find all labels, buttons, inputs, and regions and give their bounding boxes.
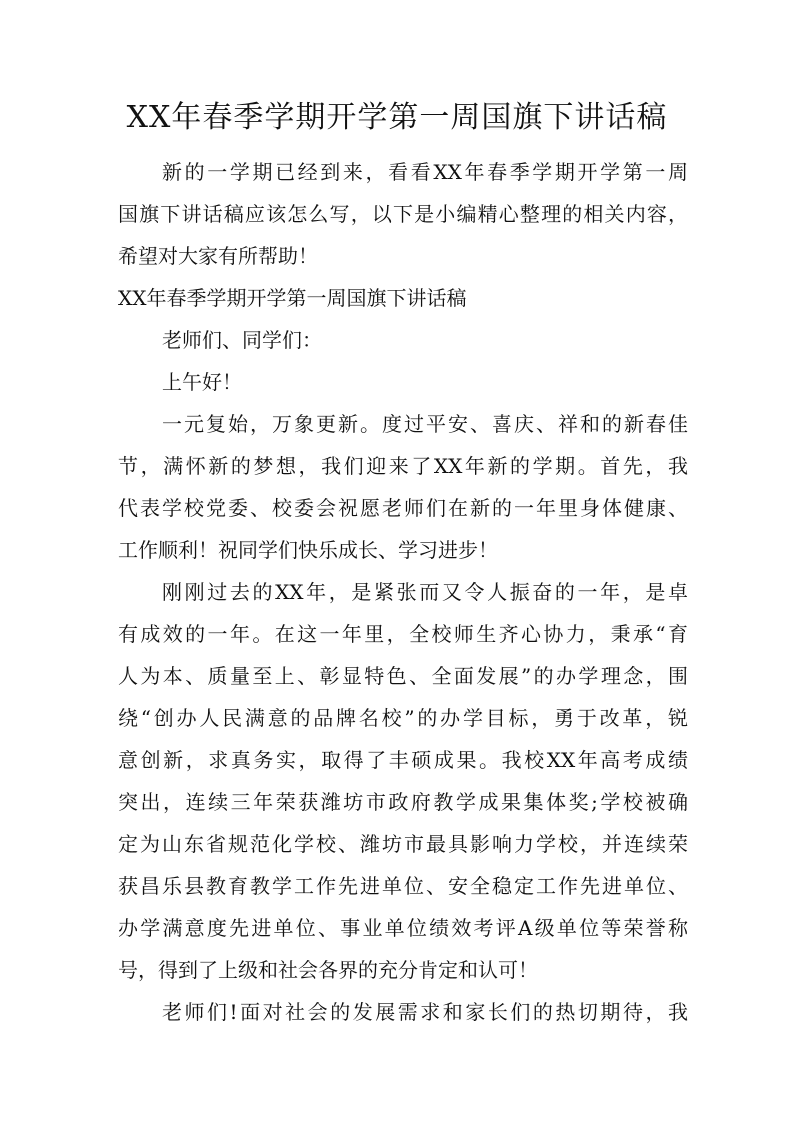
paragraph-line: 办学满意度先进单位、事业单位绩效考评A级单位等荣誉称: [118, 916, 688, 940]
section-heading: XX年春季学期开学第一周国旗下讲话稿: [118, 286, 467, 310]
paragraph-line: 意创新，求真务实，取得了丰硕成果。我校XX年高考成绩: [118, 748, 688, 772]
document-body: [118, 151, 688, 1033]
paragraph-line: 获昌乐县教育教学工作先进单位、安全稳定工作先进单位、: [118, 874, 688, 898]
paragraph-line: 节，满怀新的梦想，我们迎来了XX年新的学期。首先，我: [118, 454, 688, 478]
paragraph-line: 刚刚过去的XX年，是紧张而又令人振奋的一年，是卓: [162, 580, 688, 604]
paragraph-line: 国旗下讲话稿应该怎么写，以下是小编精心整理的相关内容，: [118, 202, 688, 226]
paragraph-line: 人为本、质量至上、彰显特色、全面发展”的办学理念，围: [118, 664, 688, 688]
paragraph-line: 希望对大家有所帮助！: [118, 244, 318, 268]
paragraph-line: 老师们!面对社会的发展需求和家长们的热切期待，我: [162, 1000, 688, 1024]
salutation-line: 老师们、同学们：: [162, 328, 322, 352]
paragraph-line: 号，得到了上级和社会各界的充分肯定和认可！: [118, 958, 538, 982]
paragraph-line: 绕“创办人民满意的品牌名校”的办学目标，勇于改革，锐: [118, 706, 688, 730]
paragraph-line: 代表学校党委、校委会祝愿老师们在新的一年里身体健康、: [118, 496, 688, 520]
paragraph-line: 一元复始，万象更新。度过平安、喜庆、祥和的新春佳: [162, 412, 688, 436]
document-title: XX年春季学期开学第一周国旗下讲话稿: [126, 100, 668, 135]
greeting-line: 上午好！: [162, 370, 242, 394]
paragraph-line: 工作顺利！祝同学们快乐成长、学习进步！: [118, 538, 498, 562]
paragraph-line: 突出，连续三年荣获潍坊市政府教学成果集体奖;学校被确: [118, 790, 688, 814]
paragraph-line: 定为山东省规范化学校、潍坊市最具影响力学校，并连续荣: [118, 832, 688, 856]
paragraph-line: 有成效的一年。在这一年里，全校师生齐心协力，秉承“育: [118, 622, 688, 646]
paragraph-line: 新的一学期已经到来，看看XX年春季学期开学第一周: [162, 160, 688, 184]
